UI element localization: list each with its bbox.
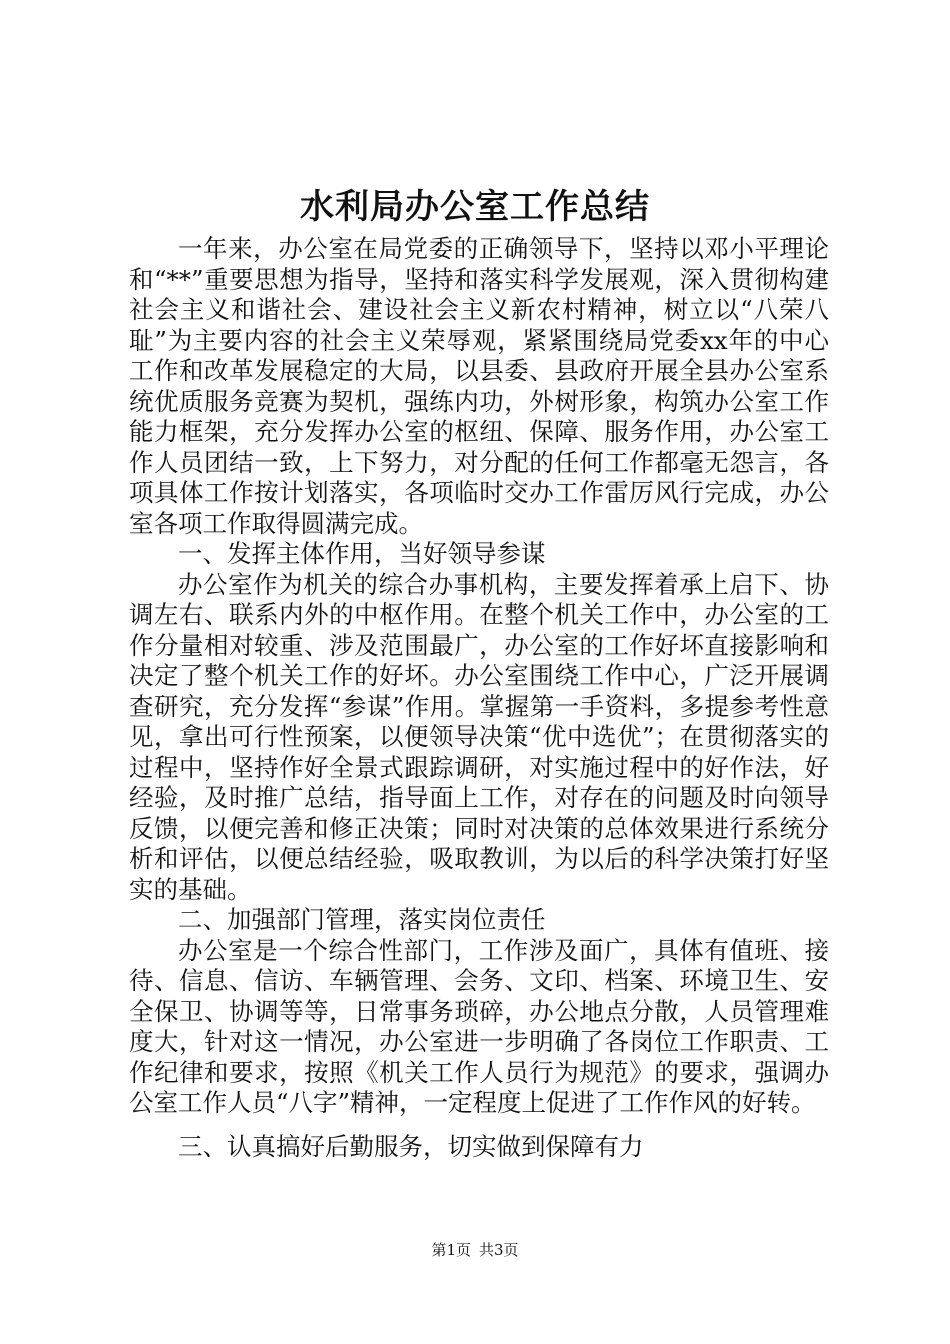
page-number: 第1页 — [431, 1241, 471, 1259]
section-heading-2: 二、加强部门管理，落实岗位责任 — [178, 905, 546, 934]
section-heading-3: 三、认真搞好后勤服务，切实做到保障有力 — [178, 1131, 644, 1161]
section-2-paragraph: 办公室是一个综合性部门，工作涉及面广，具体有值班、接待、信息、信访、车辆管理、会务、文印、档案、环境卫生、安全保卫、协调等等，日常事务琐碎，办公地点分散，人员管理难度大，针对这一情况，办公室进一步明确了各岗位工作职责、工作纪律和要求，按照《机关工作人员行为规范》的要求，强调办公室工作人员“八字”精神，一定程度上促进了工作作风的好转。 — [129, 935, 829, 1117]
document-title: 水利局办公室工作总结 — [300, 187, 650, 227]
section-heading-1: 一、发挥主体作用，当好领导参谋 — [178, 539, 546, 568]
page-footer — [0, 1240, 950, 1260]
section-1-paragraph: 办公室作为机关的综合办事机构，主要发挥着承上启下、协调左右、联系内外的中枢作用。在整个机关工作中，办公室的工作分量相对较重、涉及范围最广，办公室的工作好坏直接影响和决定了整个机关工作的好坏。办公室围绕工作中心，广泛开展调查研究，充分发挥“参谋”作用。掌握第一手资料，多提参考性意见，拿出可行性预案，以便领导决策“优中选优”；在贯彻落实的过程中，坚持作好全景式跟踪调研，对实施过程中的好作法，好经验，及时推广总结，指导面上工作，对存在的问题及时向领导反馈，以便完善和修正决策；同时对决策的总体效果进行系统分析和评估，以便总结经验，吸取教训，为以后的科学决策打好坚实的基础。 — [129, 569, 829, 904]
page-total: 共3页 — [479, 1241, 519, 1259]
document-body — [129, 234, 829, 1162]
intro-paragraph: 一年来，办公室在局党委的正确领导下，坚持以邓小平理论和“**”重要思想为指导，坚持和落实科学发展观，深入贯彻构建社会主义和谐社会、建设社会主义新农村精神，树立以“八荣八耻”为主要内容的社会主义荣辱观，紧紧围绕局党委xx年的中心工作和改革发展稳定的大局，以县委、县政府开展全县办公室系统优质服务竞赛为契机，强练内功，外树形象，构筑办公室工作能力框架，充分发挥办公室的枢纽、保障、服务作用，办公室工作人员团结一致，上下努力，对分配的任何工作都毫无怨言，各项具体工作按计划落实，各项临时交办工作雷厉风行完成，办公室各项工作取得圆满完成。 — [129, 234, 829, 538]
